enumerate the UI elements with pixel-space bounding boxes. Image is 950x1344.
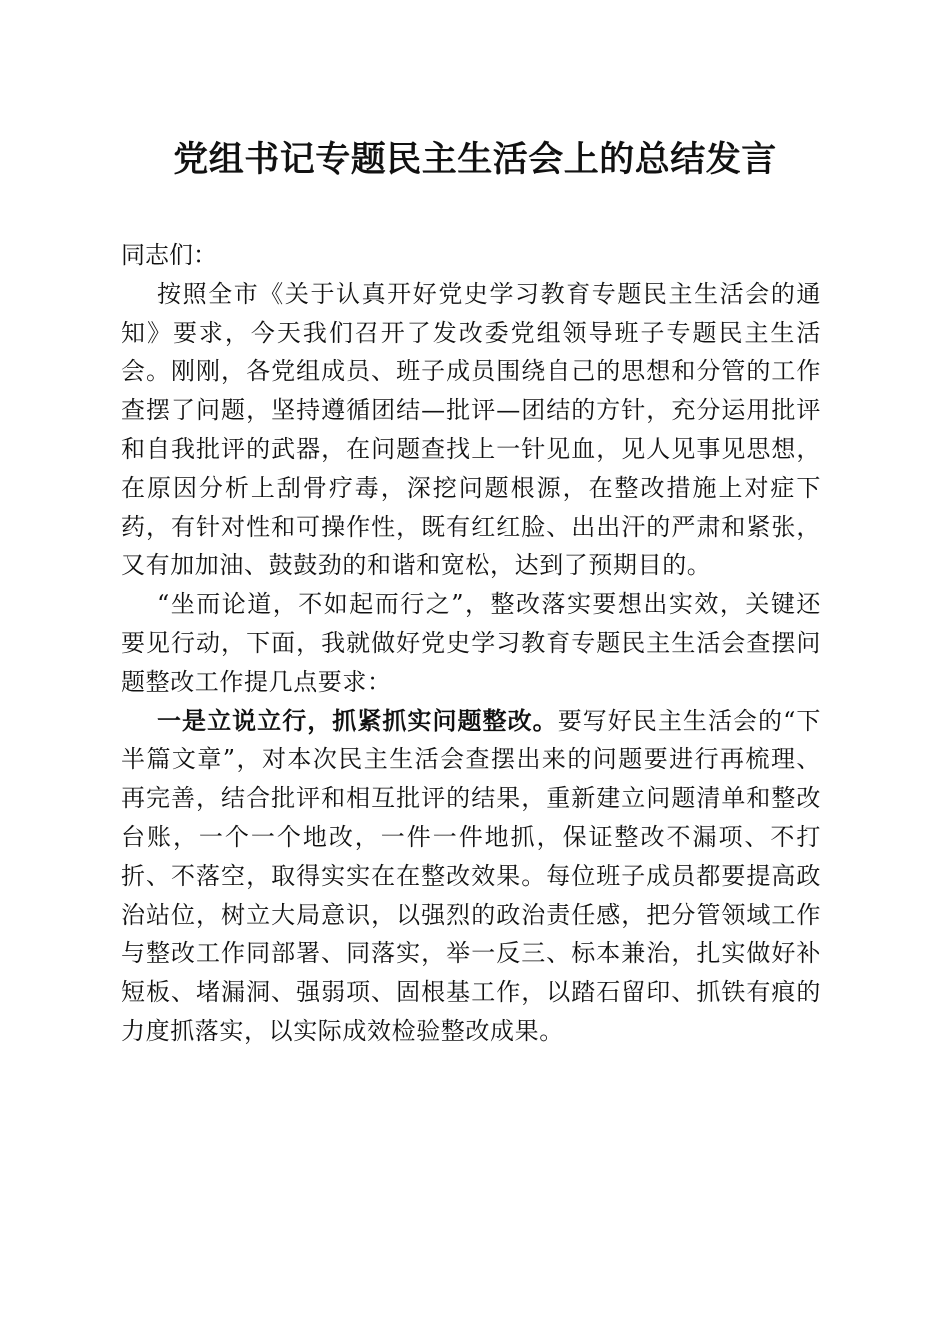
document-body bbox=[121, 236, 821, 1051]
document-title: 党组书记专题民主生活会上的总结发言 bbox=[173, 139, 777, 180]
paragraph-lead: 一是立说立行，抓紧抓实问题整改。 bbox=[157, 705, 558, 735]
paragraph-opening bbox=[121, 275, 821, 585]
paragraph-transition bbox=[121, 585, 821, 701]
paragraph-text: 按照全市《关于认真开好党史学习教育专题民主生活会的通知》要求，今天我们召开了发改委党组领导班子专题民主生活会。刚刚，各党组成员、班子成员围绕自己的思想和分管的工作查摆了问题，坚持遵循团结—批评—团结的方针，充分运用批评和自我批评的武器，在问题查找上一针见血，见人见事见思想，在原因分析上刮骨疗毒，深挖问题根源，在整改措施上对症下药，有针对性和可操作性，既有红红脸、出出汗的严肃和紧张，又有加加油、鼓鼓劲的和谐和宽松，达到了预期目的。 bbox=[121, 279, 821, 580]
paragraph-point-one bbox=[121, 702, 821, 1051]
salutation: 同志们： bbox=[121, 241, 217, 269]
paragraph-text: “坐而论道，不如起而行之”，整改落实要想出实效，关键还要见行动，下面，我就做好党史学习教育专题民主生活会查摆问题整改工作提几点要求： bbox=[121, 590, 821, 696]
paragraph-text: 要写好民主生活会的“下半篇文章”，对本次民主生活会查摆出来的问题要进行再梳理、再完善，结合批评和相互批评的结果，重新建立问题清单和整改台账，一个一个地改，一件一件地抓，保证整改不漏项、不打折、不落空，取得实实在在整改效果。每位班子成员都要提高政治站位，树立大局意识，以强烈的政治责任感，把分管领域工作与整改工作同部署、同落实，举一反三、标本兼治，扎实做好补短板、堵漏洞、强弱项、固根基工作，以踏石留印、抓铁有痕的力度抓落实，以实际成效检验整改成果。 bbox=[121, 706, 821, 1045]
